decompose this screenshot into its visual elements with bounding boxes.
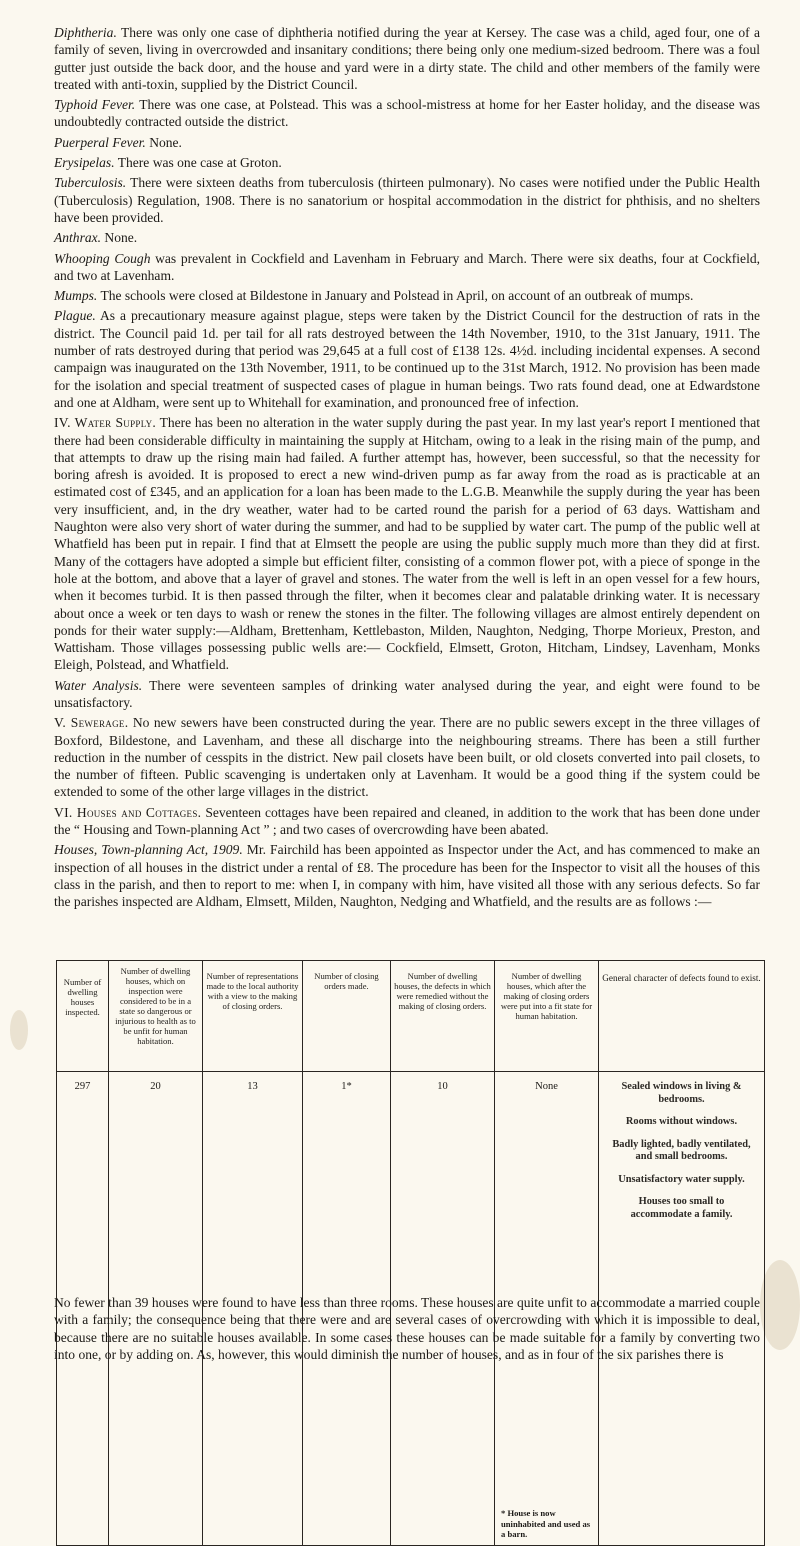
paragraph-text: As a precautionary measure against plague, steps were taken by the District Council for the destruction of rats in the district. The Council paid 1d. per tail for all rats destroyed between the 14th November, 1910, to the 31st January, 1911. The number of rats destroyed during that period was 29,645 at a full cost of £138 12s. 4½d. including incidental expenses. A second campaign was inaugurated on the 13th November, 1911, to be continued up to the 31st March, 1912. No provision has been made for the isolation and special treatment of suspected cases of plague in human beings. Two rats found dead, one at Edwardstone and one at Aldham, were sent up to Whitehall for examination, and pronounced free of infection.	[54, 308, 760, 410]
paragraph-heading: Erysipelas.	[54, 155, 115, 171]
table-cell: 10	[391, 1072, 495, 1546]
paragraph-water-analysis	[54, 677, 760, 712]
paragraph-text: None.	[104, 230, 138, 246]
paragraph-text: There were seventeen samples of drinking water analysed during the year, and eight were found to be unsatisfactory.	[54, 677, 760, 710]
paragraph-heading: Mumps.	[54, 288, 98, 304]
section-heading: IV. Water Supply.	[54, 415, 157, 431]
defect-item: Sealed windows in living & bedrooms.	[621, 1081, 742, 1105]
paragraph-houses-cottages	[54, 804, 760, 839]
paper-stain	[10, 1010, 28, 1050]
paragraph-heading: Houses, Town-planning Act, 1909.	[54, 842, 243, 858]
paragraph-puerperal	[54, 134, 760, 151]
paragraph-text: Seventeen cottages have been repaired and cleaned, in addition to the work that has been done under the “ Housing and Town-planning Act ” ; and two cases of overcrowding have been abated.	[54, 804, 761, 838]
section-heading: VI. Houses and Cottages.	[54, 804, 202, 820]
paragraph-tuberculosis	[54, 174, 760, 226]
paragraph-text: There was one case, at Polstead. This was a school-mistress at home for her Easter holiday, and the disease was undoubtedly contracted outside the district.	[54, 97, 760, 130]
column-header: Number of dwelling houses, which after the making of closing orders were put into a fit state for human habitation.	[495, 961, 599, 1072]
paragraph-diphtheria	[54, 24, 760, 93]
defect-item: Unsatisfactory water supply.	[618, 1173, 745, 1185]
column-header: Number of representations made to the local authority with a view to the making of closing orders.	[203, 961, 303, 1072]
paragraph-text: None.	[149, 134, 182, 150]
table-cell: 297	[57, 1072, 109, 1546]
paragraph-erysipelas	[54, 154, 760, 171]
paragraph-text: There has been no alteration in the water supply during the past year. In my last year's report I mentioned that there had been considerable difficulty in maintaining the supply at Hitcham, owing to a leak in the rising main of the pump, and that attempts to draw up the rising main had failed. A further attempt has, however, been successful, so that the necessity for boring afresh is avoided. It is proposed to erect a new wind-driven pump as far away from the road as is practicable at an estimated cost of £345, and an application for a loan has been made to the L.G.B. Meanwhile the supply during the year has been very insufficient, and, in the dry weather, water had to be carted round the parish for a period of 63 days. Wattisham and Naughton were also very short of water during the summer, and had to be supplied by water cart. The pump of the public well at Whatfield has been put in repair. I find that at Elmsett the people are using the public supply much more than they did at first. Many of the cottagers have adopted a simple but efficient filter, consisting of a common flower pot, with a piece of sponge in the hole at the bottom, and above that a layer of gravel and stones. The water from the well is left in an open vessel for a few hours, when it becomes turbid. It is then passed through the filter, when it becomes clear and palatable drinking water. It is necessary about once a week or ten days to wash or renew the stones in the filter. The following villages are almost entirely dependent on ponds for their water supply:—Aldham, Brettenham, Kettlebaston, Milden, Naughton, Nedging, Thorpe Morieux, Preston, and Wattisham. Those villages possessing public wells are:— Cockfield, Elmsett, Groton, Hitcham, Lindsey, Lavenham, Monks Eleigh, Polstead, and Whatfield.	[54, 415, 760, 673]
closing-paragraph: No fewer than 39 houses were found to have less than three rooms. These houses are quite unfit to accommodate a married couple with a family; the consequence being that there were and are several cases of overcrowding with which it is impossible to deal, because there are no suitable houses available. In some cases these houses can be made suitable for a family by converting two into one, or by adding on. As, however, this would diminish the number of houses, and as in four of the six parishes there is	[54, 1295, 760, 1362]
section-heading: V. Sewerage.	[54, 715, 129, 731]
paragraph-text: Mr. Fairchild has been appointed as Inspector under the Act, and has commenced to make an inspection of all houses in the district under a rental of £8. The procedure has been for the Inspector to visit all the houses of this class in the parish, and then to report to me: when I, in company with him, have visited all those with any serious defects. So far the parishes inspected are Aldham, Elmsett, Milden, Naughton, Nedging and Whatfield, and the results are as follows :—	[54, 842, 760, 910]
table-footnote: * House is now uninhabited and used as a barn.	[501, 1508, 591, 1539]
paragraph-text: There was only one case of diphtheria notified during the year at Kersey. The case was a child, aged four, one of a family of seven, living in overcrowded and insanitary conditions; there being only one medium-sized bedroom. There was a foul gutter just outside the back door, and the house and yard were in a dirty state. The child and other members of the family were treated with anti-toxin, supplied by the District Council.	[54, 25, 760, 92]
column-header: Number of dwelling houses inspected.	[57, 961, 109, 1072]
table-cell: 1*	[303, 1072, 391, 1546]
table-cell: 20	[109, 1072, 203, 1546]
paragraph-mumps	[54, 287, 760, 304]
paragraph-text: There were sixteen deaths from tuberculosis (thirteen pulmonary). No cases were notified under the Public Health (Tuberculosis) Regulation, 1908. There is no sanatorium or hospital accommodation in the district for phthisis, and no shelters have been provided.	[54, 175, 760, 225]
paragraph-heading: Whooping Cough	[54, 250, 151, 266]
paragraph-sewerage	[54, 714, 760, 800]
column-header: Number of dwelling houses, the defects in which were remedied without the making of closing orders.	[391, 961, 495, 1072]
table-header-row	[57, 961, 765, 1072]
inspection-results-table	[56, 960, 765, 1546]
paragraph-water-supply	[54, 414, 760, 673]
paragraph-text: was prevalent in Cockfield and Lavenham in February and March. There were six deaths, four at Cockfield, and two at Lavenham.	[54, 250, 760, 283]
paragraph-heading: Puerperal Fever.	[54, 134, 146, 150]
report-text	[54, 24, 760, 914]
paragraph-text: There was one case at Groton.	[117, 155, 282, 171]
paragraph-text: No new sewers have been constructed during the year. There are no public sewers except in the three villages of Boxford, Bildestone, and Lavenham, and these all discharge into the neighbouring streams. There has been a still further reduction in the number of cesspits in the district. New pail closets have been built, or old closets converted into pail closets, to the number of fifteen. Public scavenging is undertaken only at Lavenham. It would be a good thing if the system could be extended to some of the other large villages in the district.	[54, 715, 761, 800]
column-header: Number of closing orders made.	[303, 961, 391, 1072]
paragraph-heading: Anthrax.	[54, 230, 102, 246]
table-cell: None	[535, 1081, 558, 1092]
defect-item: Rooms without windows.	[625, 1116, 738, 1127]
paragraph-town-planning	[54, 841, 760, 910]
defect-item: Houses too small to accommodate a family.	[630, 1196, 733, 1220]
paragraph-heading: Tuberculosis.	[54, 175, 127, 191]
paragraph-whooping-cough	[54, 250, 760, 285]
paragraph-heading: Plague.	[54, 308, 96, 324]
paragraph-heading: Water Analysis.	[54, 677, 143, 693]
paragraph-text: The schools were closed at Bildestone in January and Polstead in April, on account of an outbreak of mumps.	[100, 288, 694, 304]
paragraph-heading: Diphtheria.	[54, 25, 117, 40]
paragraph-typhoid	[54, 96, 760, 131]
column-header: Number of dwelling houses, which on inspection were considered to be in a state so dangerous or injurious to health as to be unfit for human habitation.	[109, 961, 203, 1072]
paragraph-plague	[54, 307, 760, 411]
defect-item: Badly lighted, badly ventilated, and small bedrooms.	[612, 1138, 751, 1162]
column-header: General character of defects found to exist.	[599, 961, 765, 1072]
table-cell: 13	[203, 1072, 303, 1546]
paper-stain	[760, 1260, 800, 1350]
paragraph-anthrax	[54, 229, 760, 246]
paragraph-heading: Typhoid Fever.	[54, 97, 136, 113]
